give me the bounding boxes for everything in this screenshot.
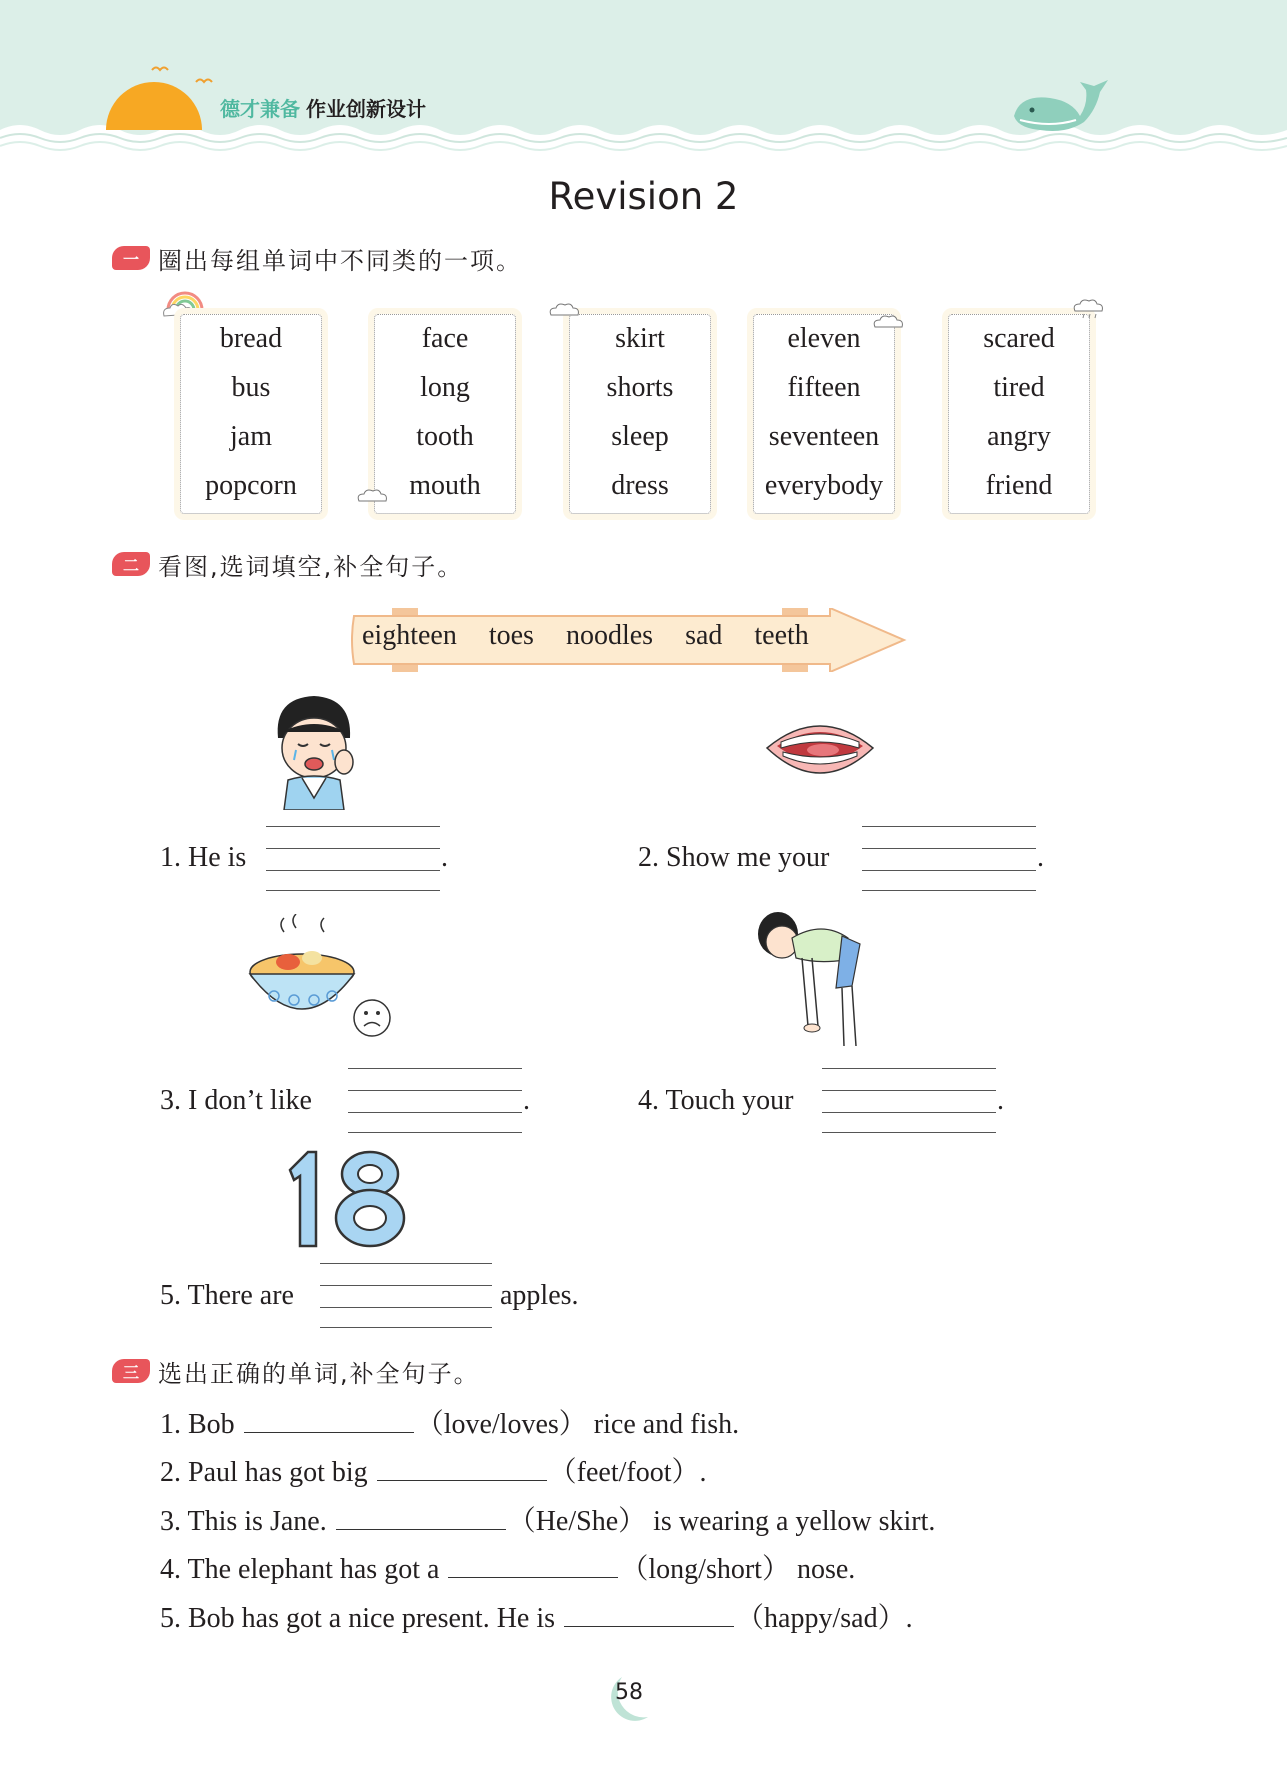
cloud-icon: [872, 312, 906, 330]
word[interactable]: angry: [987, 421, 1051, 452]
word[interactable]: jam: [230, 421, 272, 452]
word[interactable]: bus: [231, 372, 271, 403]
question-4-before: 4. Touch your: [638, 1085, 794, 1116]
section2-header: [112, 547, 463, 581]
question-1-before: 1. He is: [160, 842, 247, 873]
word[interactable]: fifteen: [787, 372, 861, 403]
answer-lines-1[interactable]: [266, 826, 440, 890]
birds-icon: [148, 62, 218, 92]
question-5-before: 5. There are: [160, 1280, 294, 1311]
sentence-4-blank[interactable]: [448, 1549, 618, 1578]
sun-icon: [106, 78, 202, 174]
question-3-after: .: [523, 1085, 530, 1116]
sentence-1-after: rice and fish.: [593, 1409, 740, 1440]
sentence-1-blank[interactable]: [244, 1404, 414, 1433]
word-bank-item: sad: [685, 620, 723, 651]
word[interactable]: face: [421, 323, 469, 354]
sentence-2-before: 2. Paul has got big: [160, 1457, 368, 1488]
sentence-3-after: is wearing a yellow skirt.: [653, 1506, 936, 1537]
sentence-5-after: .: [905, 1603, 913, 1634]
word-group-3: [569, 314, 711, 514]
answer-lines-4[interactable]: [822, 1068, 996, 1132]
page-number: 58: [615, 1680, 643, 1705]
whale-icon: [1010, 76, 1114, 136]
word-bank-item: toes: [488, 620, 534, 651]
sentence-2-after: .: [699, 1457, 707, 1488]
mouth-teeth-illustration: [763, 714, 877, 786]
section1-badge: 一: [112, 246, 150, 270]
sentence-5: [160, 1596, 913, 1636]
question-4-after: .: [997, 1085, 1004, 1116]
answer-lines-2[interactable]: [862, 826, 1036, 890]
word-bank-item: teeth: [754, 620, 809, 651]
sentence-3-blank[interactable]: [336, 1501, 506, 1530]
word-group-4: [753, 314, 895, 514]
cloud-icon: [548, 300, 582, 318]
section3-header: [112, 1354, 480, 1388]
noodle-bowl-illustration: [244, 914, 394, 1038]
section2-badge: 二: [112, 552, 150, 576]
word-group-1: [180, 314, 322, 514]
brand-title: [220, 93, 426, 122]
sentence-2: [160, 1450, 707, 1490]
section3-instruction: 选出正确的单词,补全句子。: [158, 1359, 480, 1388]
word[interactable]: long: [420, 372, 470, 403]
sentence-1-choice: （love/loves）: [415, 1409, 587, 1440]
word-group-5: [948, 314, 1090, 514]
section2-instruction: 看图,选词填空,补全句子。: [158, 552, 464, 581]
cloud-icon: [356, 486, 390, 504]
word[interactable]: everybody: [764, 470, 884, 501]
sentence-1: [160, 1402, 739, 1442]
sentence-5-before: 5. Bob has got a nice present. He is: [160, 1603, 556, 1634]
word[interactable]: popcorn: [205, 470, 297, 501]
word[interactable]: scared: [983, 323, 1055, 354]
word[interactable]: dress: [611, 470, 669, 501]
section1-header: [112, 241, 522, 275]
number-18-illustration: [280, 1146, 416, 1252]
brand-green-text: 德才兼备: [220, 97, 300, 121]
word[interactable]: sleep: [611, 421, 669, 452]
question-5-after: apples.: [500, 1280, 579, 1311]
section3-badge: 三: [112, 1359, 150, 1383]
question-2-before: 2. Show me your: [638, 842, 830, 873]
word[interactable]: skirt: [615, 323, 665, 354]
crying-boy-illustration: [266, 692, 360, 810]
rain-cloud-icon: [1072, 298, 1106, 320]
question-1-after: .: [441, 842, 448, 873]
word[interactable]: tooth: [416, 421, 474, 452]
word[interactable]: friend: [985, 470, 1053, 501]
word[interactable]: tired: [993, 372, 1045, 403]
word-bank-item: eighteen: [362, 620, 457, 651]
word[interactable]: bread: [219, 323, 283, 354]
word[interactable]: shorts: [606, 372, 674, 403]
word[interactable]: mouth: [409, 470, 481, 501]
word-bank: [362, 620, 841, 660]
sentence-1-before: 1. Bob: [160, 1409, 235, 1440]
word[interactable]: seventeen: [768, 421, 880, 452]
sentence-3-choice: （He/She）: [507, 1506, 647, 1537]
section1-instruction: 圈出每组单词中不同类的一项。: [158, 246, 522, 275]
sentence-2-choice: （feet/foot）: [548, 1457, 700, 1488]
sentence-4-before: 4. The elephant has got a: [160, 1554, 440, 1585]
sentence-3: [160, 1499, 935, 1539]
sentence-4-choice: （long/short）: [620, 1554, 790, 1585]
brand-black-text: 作业创新设计: [306, 97, 426, 121]
sentence-5-choice: （happy/sad）: [736, 1603, 906, 1634]
sentence-2-blank[interactable]: [377, 1452, 547, 1481]
boy-touching-toes-illustration: [752, 908, 872, 1054]
word-group-2: [374, 314, 516, 514]
sentence-4: [160, 1547, 855, 1587]
word-bank-item: noodles: [565, 620, 654, 651]
page-title: Revision 2: [548, 175, 739, 218]
question-2-after: .: [1037, 842, 1044, 873]
sentence-3-before: 3. This is Jane.: [160, 1506, 327, 1537]
answer-lines-3[interactable]: [348, 1068, 522, 1132]
sentence-5-blank[interactable]: [564, 1598, 734, 1627]
question-3-before: 3. I don’t like: [160, 1085, 312, 1116]
word[interactable]: eleven: [787, 323, 861, 354]
answer-lines-5[interactable]: [320, 1263, 492, 1327]
sentence-4-after: nose.: [796, 1554, 856, 1585]
